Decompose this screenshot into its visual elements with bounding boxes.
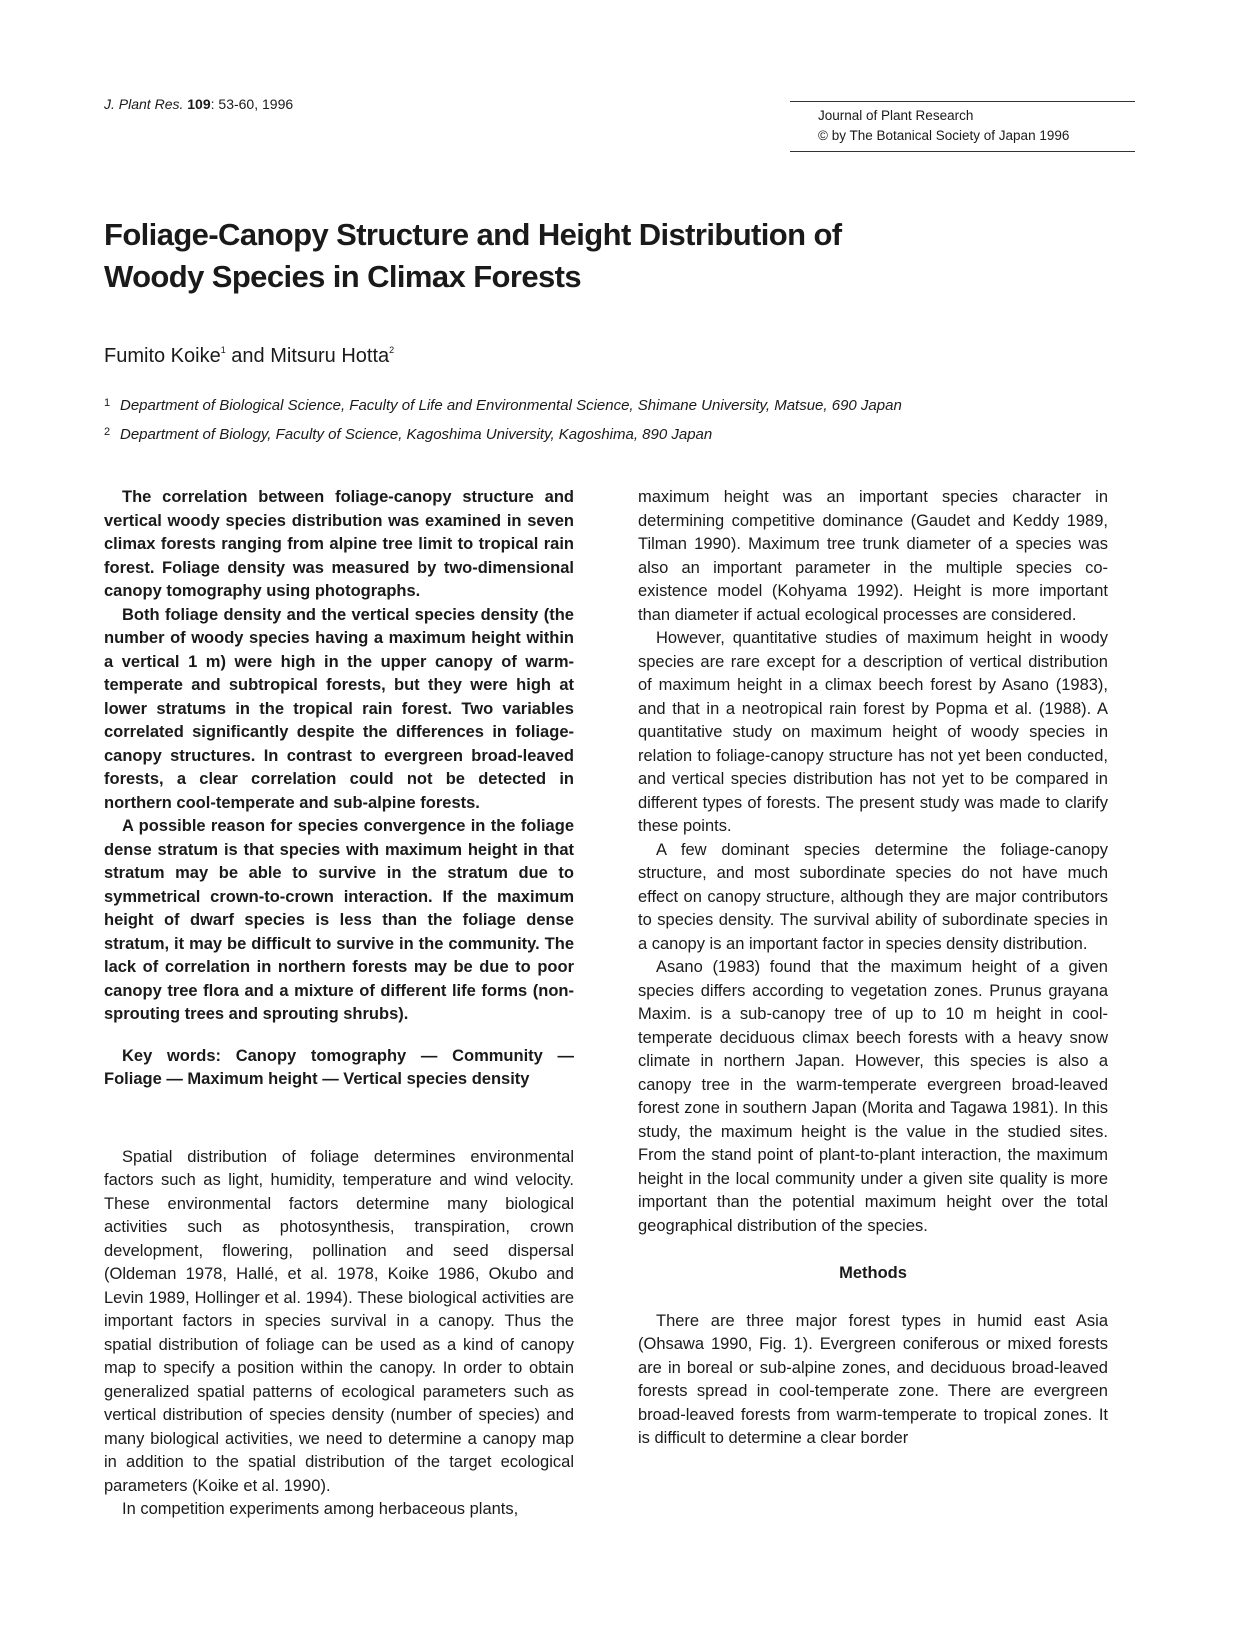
- author-koike-affil-mark: 1: [220, 345, 226, 355]
- author-koike: Fumito Koike: [104, 345, 221, 367]
- copyright-notice: © by The Botanical Society of Japan 1996: [818, 128, 1070, 143]
- abstract-paragraph-1: The correlation between foliage-canopy structure and vertical woody species distribution was examined in seven climax forests ranging from alpine tree limit to tropical rain forest. Foliage density was measured by two-dimensional canopy tomography using photographs.: [104, 488, 574, 600]
- paper-title: [104, 214, 1104, 298]
- author-list: [104, 345, 394, 368]
- intro-paragraph-3: However, quantitative studies of maximum height in woody species are rare except for a description of vertical distribution of maximum height in a climax beech forest by Asano (1983), and that in a neotropical rain forest by Popma et al. (1988). A quantitative study on maximum height of woody species in relation to foliage-canopy structure has not yet been conducted, and vertical species distribution has not yet to be compared in different types of forests. The present study was made to clarify these points.: [638, 629, 1108, 835]
- journal-name: Journal of Plant Research: [818, 108, 974, 123]
- keywords: Key words: Canopy tomography — Community — Foliage — Maximum height — Vertical species density: [104, 1046, 574, 1088]
- affiliation-1: [104, 390, 902, 419]
- intro-paragraph-2-cont: maximum height was an important species character in determining competitive dominance (Gaudet and Keddy 1989, Tilman 1990). Maximum tree trunk diameter of a species was also an important parameter in the multiple species co-existence model (Kohyama 1992). Height is more important than diameter if actual ecological processes are considered.: [638, 488, 1108, 624]
- affiliation-1-text: Department of Biological Science, Faculty of Life and Environmental Science, Shimane University, Matsue, 690 Japan: [120, 397, 902, 414]
- abstract-paragraph-3: A possible reason for species convergence in the foliage dense stratum is that species with maximum height in that stratum may be able to survive in the stratum due to symmetrical crown-to-crown interaction. If the maximum height of dwarf species is less than the foliage dense stratum, it may be difficult to survive in the community. The lack of correlation in northern forests may be due to poor canopy tree flora and a mixture of different life forms (non-sprouting trees and sprouting shrubs).: [104, 817, 574, 1023]
- intro-paragraph-2-start: In competition experiments among herbaceous plants,: [122, 1500, 519, 1518]
- affiliation-2-text: Department of Biology, Faculty of Science, Kagoshima University, Kagoshima, 890 Japan: [120, 426, 713, 443]
- volume-number: 109: [187, 96, 211, 112]
- journal-copyright-box: [790, 101, 1135, 152]
- intro-paragraph-4: A few dominant species determine the foliage-canopy structure, and most subordinate species do not have much effect on canopy structure, although they are major contributors to species density. The survival ability of subordinate species in a canopy is an important factor in species density distribution.: [638, 840, 1108, 953]
- abstract-paragraph-2: Both foliage density and the vertical species density (the number of woody species having a maximum height within a vertical 1 m) were high in the upper canopy of warm-temperate and subtropical forests, but they were high at lower stratums in the tropical rain forest. Two variables correlated significantly despite the differences in foliage-canopy structures. In contrast to evergreen broad-leaved forests, a clear correlation could not be detected in northern cool-temperate and sub-alpine forests.: [104, 605, 574, 812]
- intro-paragraph-1: Spatial distribution of foliage determines environmental factors such as light, humidity, temperature and wind velocity. These environmental factors determine many biological activities such as photosynthesis, transpiration, crown development, flowering, pollination and seed dispersal (Oldeman 1978, Hallé, et al. 1978, Koike 1986, Okubo and Levin 1989, Hollinger et al. 1994). These biological activities are important factors in species survival in a canopy. Thus the spatial distribution of foliage can be used as a kind of canopy map to specify a position within the canopy. In order to obtain generalized spatial patterns of ecological parameters such as vertical distribution of species density (number of species) and many biological activities, we need to determine a canopy map in addition to the spatial distribution of the target ecological parameters (Koike et al. 1990).: [104, 1147, 574, 1495]
- intro-paragraph-5: Asano (1983) found that the maximum height of a given species differs according to vegetation zones. Prunus grayana Maxim. is a sub-canopy tree of up to 10 m height in cool-temperate deciduous climax beech forests with a heavy snow climate in northern Japan. However, this species is also a canopy tree in the warm-temperate evergreen broad-leaved forest zone in southern Japan (Morita and Tagawa 1981). In this study, the maximum height is the value in the studied sites. From the stand point of plant-to-plant interaction, the maximum height in the local community under a given site quality is more important than the potential maximum height over the total geographical distribution of the species.: [638, 958, 1108, 1235]
- author-hotta: Mitsuru Hotta: [270, 345, 390, 367]
- journal-abbrev: J. Plant Res.: [104, 96, 184, 112]
- left-column: [104, 486, 574, 1522]
- citation-line: [104, 96, 293, 112]
- affiliations: [104, 390, 902, 448]
- affiliation-2: [104, 419, 902, 448]
- pages-year: : 53-60, 1996: [210, 96, 294, 112]
- affiliation-2-number: 2: [104, 426, 111, 438]
- author-hotta-affil-mark: 2: [389, 345, 395, 355]
- title-line-2: Woody Species in Climax Forests: [104, 259, 581, 294]
- abstract: [104, 486, 574, 1027]
- methods-heading: Methods: [839, 1264, 907, 1282]
- author-connector: and: [225, 345, 271, 367]
- right-column: [638, 486, 1108, 1451]
- affiliation-1-number: 1: [104, 397, 111, 409]
- methods-paragraph-1: There are three major forest types in humid east Asia (Ohsawa 1990, Fig. 1). Evergreen coniferous or mixed forests are in boreal or sub-alpine zones, and deciduous broad-leaved forests spread in cool-temperate zone. There are evergreen broad-leaved forests from warm-temperate to tropical zones. It is difficult to determine a clear border: [638, 1311, 1108, 1447]
- title-line-1: Foliage-Canopy Structure and Height Distribution of: [104, 217, 842, 252]
